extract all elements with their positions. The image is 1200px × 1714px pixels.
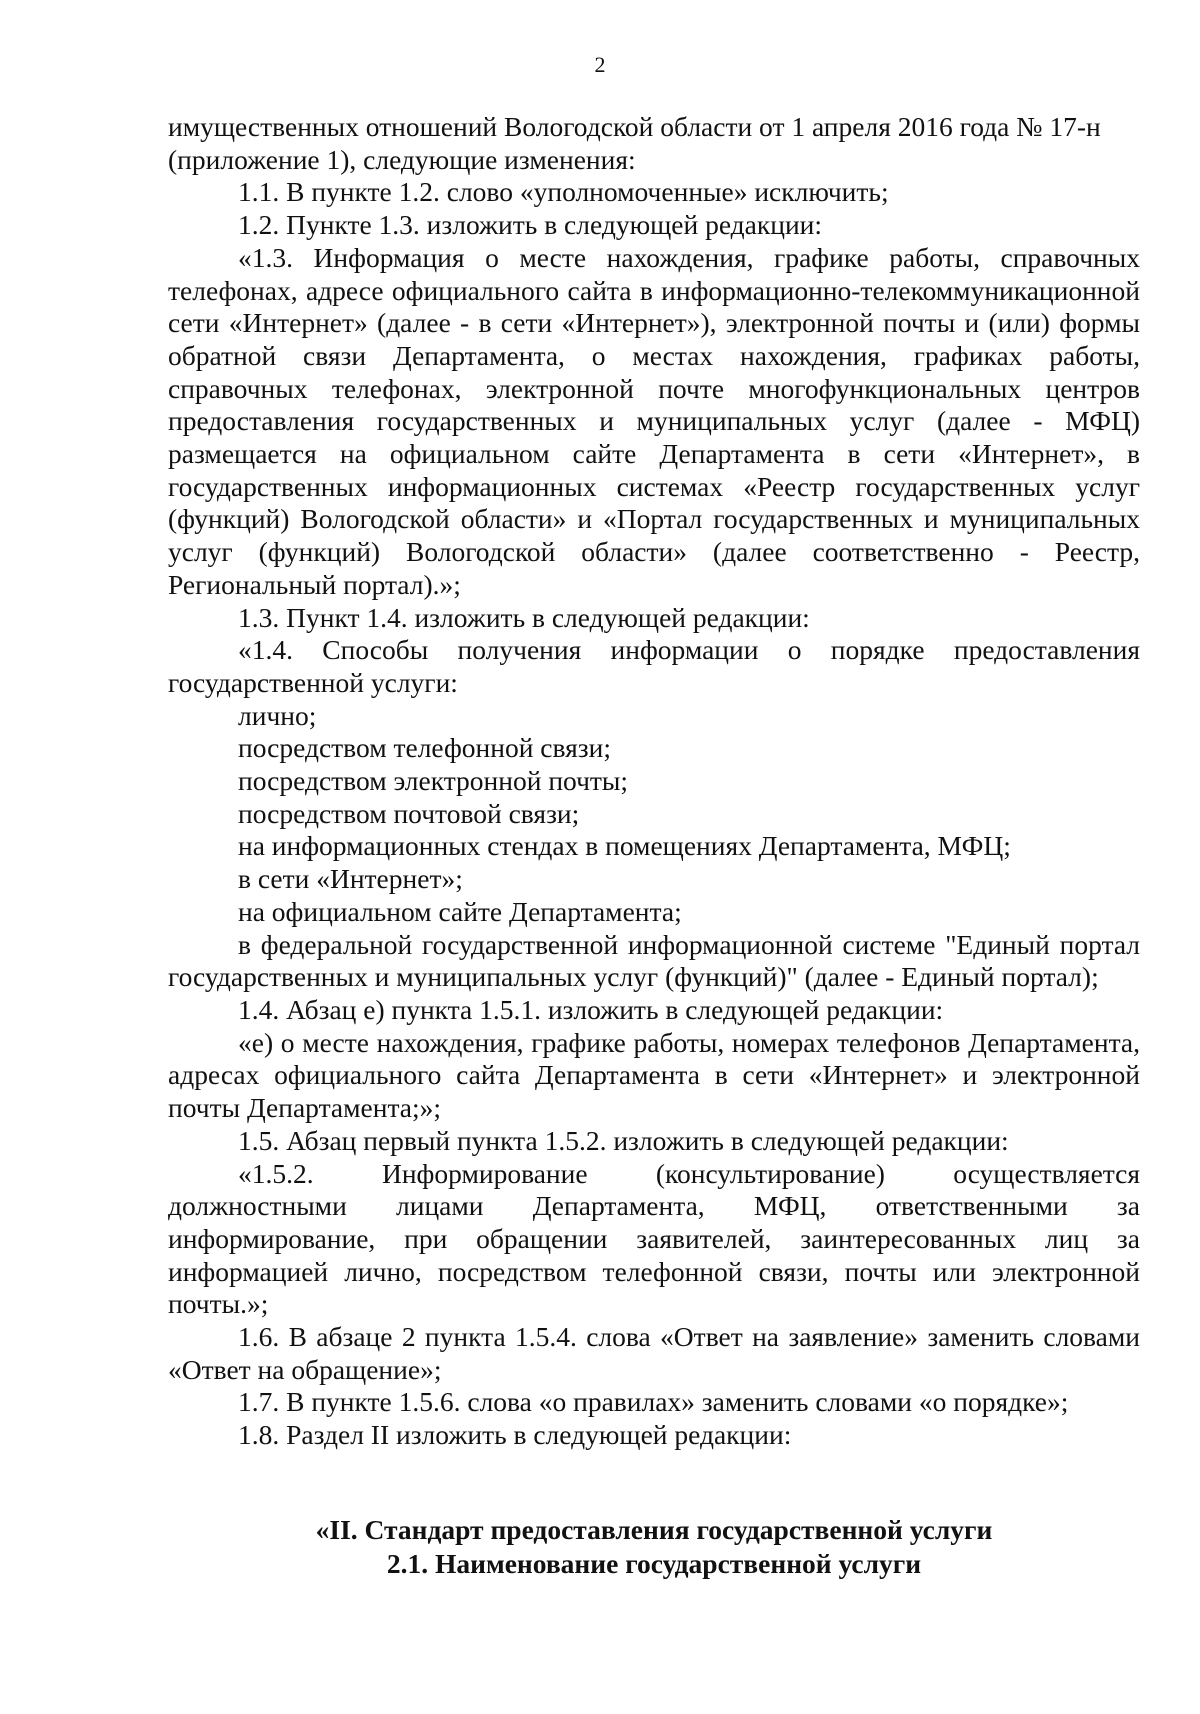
list-item: на информационных стендах в помещениях Департамента, МФЦ; [238,830,1011,862]
paragraph-quote-1-3: «1.3. Информация о месте нахождения, графике работы, справочных телефонах, адресе официального сайта в информационно-телекоммуникационной сети «Интернет» (далее - в сети «Интернет»), электронной почты и (или) формы обратной связи Департамента, о местах нахождения, графиках работы, справочных телефонах, электронной почте многофункциональных центров предоставления государственных и муниципальных услуг (далее - МФЦ) размещается на официальном сайте Департамента в сети «Интернет», в государственных информационных системах «Реестр государственных услуг (функций) Вологодской области» и «Портал государственных и муниципальных услуг (функций) Вологодской области» (далее соответственно - Реестр, Региональный портал).»; [168,241,1140,600]
paragraph-quote-1-5-2: «1.5.2. Информирование (консультирование) осуществляется должностными лицами Департамента, МФЦ, ответственными за информирование, при обращении заявителей, заинтересованных лиц за информацией лично, посредством телефонной связи, почты или электронной почты.»; [168,1157,1140,1320]
list-item: посредством почтовой связи; [238,797,580,829]
list-item: на официальном сайте Департамента; [238,895,682,927]
paragraph-1-4: 1.4. Абзац е) пункта 1.5.1. изложить в следующей редакции: [238,993,944,1025]
document-body [168,111,1140,1452]
paragraph-1-3: 1.3. Пункт 1.4. изложить в следующей редакции: [238,601,810,633]
paragraph-quote-e: «е) о месте нахождения, графике работы, номерах телефонов Департамента, адресах официального сайта Департамента в сети «Интернет» и электронной почты Департамента;»; [168,1026,1140,1124]
list-item: в федеральной государственной информационной системе "Единый портал государственных и муниципальных услуг (функций)" (далее - Единый портал); [168,928,1140,993]
paragraph-1-2: 1.2. Пункте 1.3. изложить в следующей редакции: [238,209,823,241]
section-heading: «II. Стандарт предоставления государственной услуги [315,1514,993,1545]
list-item: в сети «Интернет»; [238,863,463,895]
paragraph-intro: имущественных отношений Вологодской области от 1 апреля 2016 года № 17-н (приложение 1), следующие изменения: [168,111,1101,175]
paragraph-quote-1-4: «1.4. Способы получения информации о порядке предоставления государственной услуги: [168,634,1140,698]
paragraph-1-7: 1.7. В пункте 1.5.6. слова «о правилах» заменить словами «о порядке»; [238,1386,1069,1418]
page-number: 2 [594,52,606,77]
list-item: посредством телефонной связи; [238,732,611,764]
list-item: посредством электронной почты; [238,765,629,797]
paragraph-1-5: 1.5. Абзац первый пункта 1.5.2. изложить в следующей редакции: [238,1124,1009,1156]
list-item: лично; [238,699,317,731]
subsection-heading: 2.1. Наименование государственной услуги [386,1548,922,1579]
paragraph-1-8: 1.8. Раздел II изложить в следующей редакции: [238,1419,792,1451]
paragraph-1-1: 1.1. В пункте 1.2. слово «уполномоченные» исключить; [238,176,889,208]
paragraph-1-6: 1.6. В абзаце 2 пункта 1.5.4. слова «Ответ на заявление» заменить словами «Ответ на обращение»; [168,1321,1140,1385]
